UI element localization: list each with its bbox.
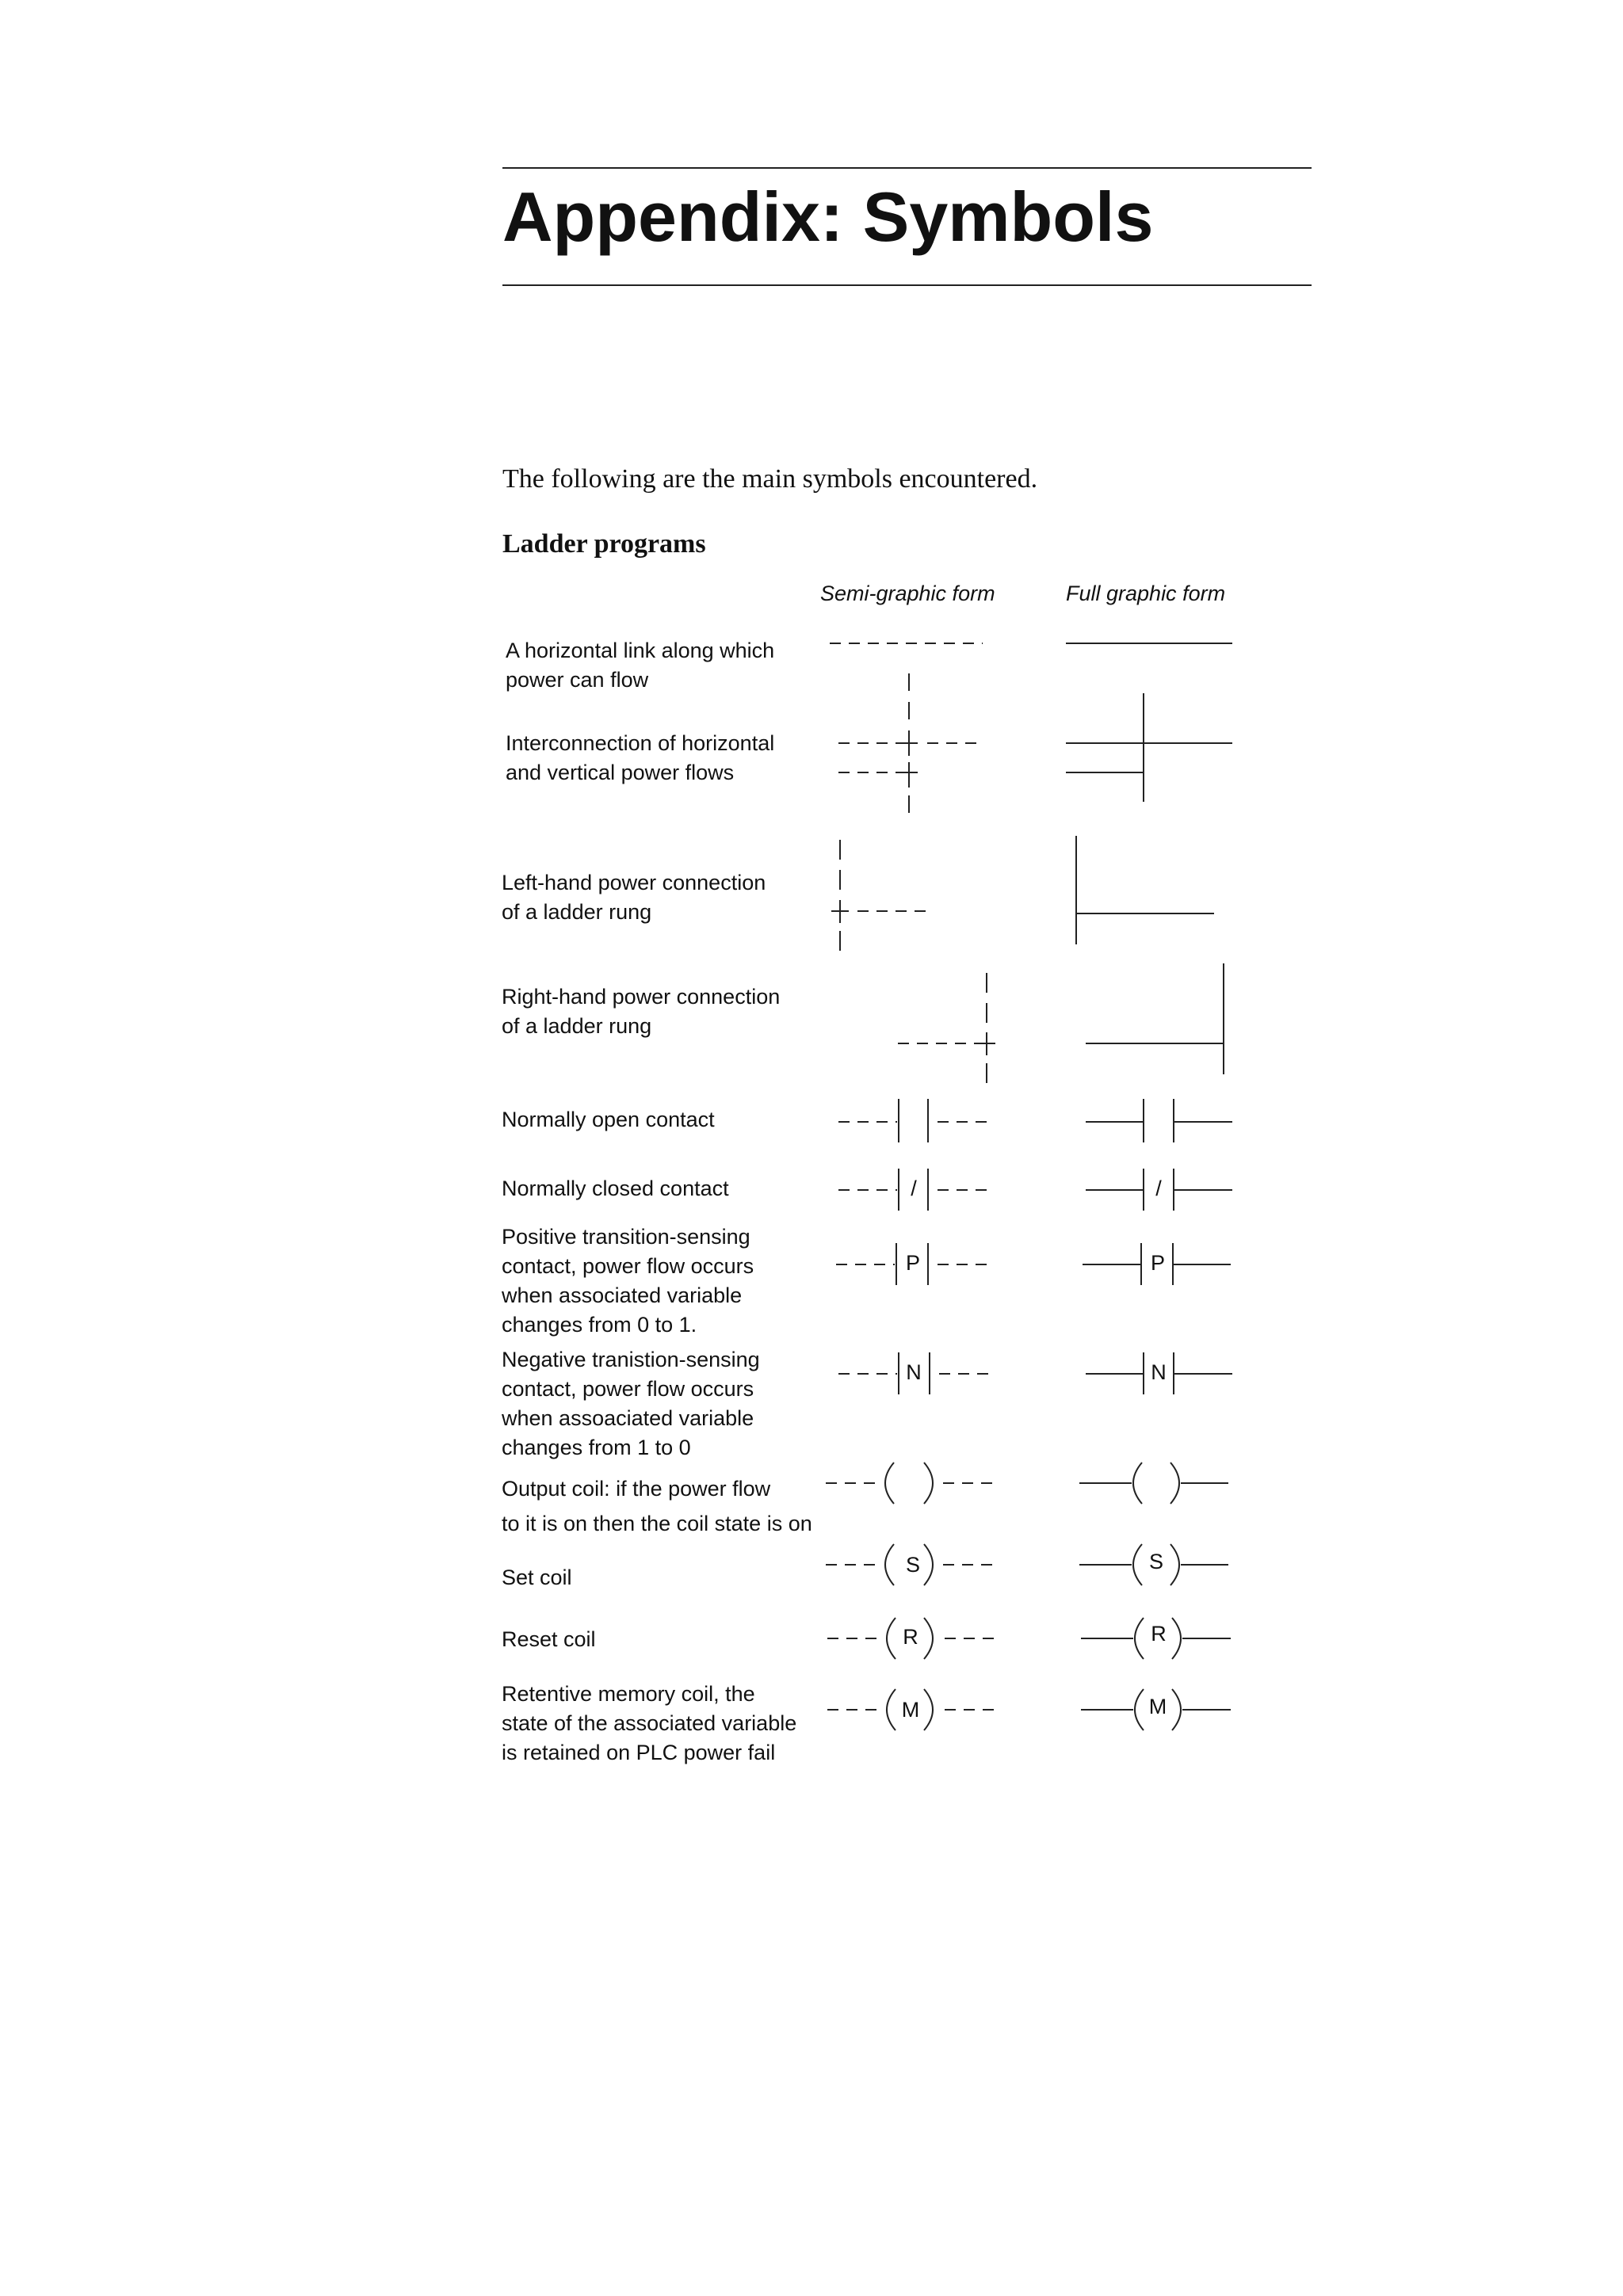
normally-open-contact-full-graphic-symbol	[1086, 1099, 1232, 1142]
description-line: is retained on PLC power fail	[502, 1741, 776, 1764]
description-line: Reset coil	[502, 1627, 596, 1651]
description-line: Right-hand power connection	[502, 985, 781, 1009]
description-line: Positive transition-sensing	[502, 1225, 750, 1249]
coil-glyph-label: M	[901, 1698, 920, 1722]
contact-glyph-label: N	[906, 1360, 922, 1385]
coil-glyph-label: R	[903, 1625, 918, 1650]
description-line: Set coil	[502, 1566, 572, 1589]
interconnection-semi-graphic-symbol	[838, 673, 983, 813]
description-line: changes from 0 to 1.	[502, 1313, 697, 1337]
top-rule	[502, 167, 1312, 169]
contact-glyph-label: N	[1151, 1360, 1167, 1385]
reset-coil-semi-graphic-symbol	[827, 1618, 996, 1659]
description-line: contact, power flow occurs	[502, 1254, 754, 1278]
contact-glyph-label: P	[1150, 1251, 1166, 1276]
description-line: to it is on then the coil state is on	[502, 1512, 812, 1535]
description-line: Left-hand power connection	[502, 871, 766, 894]
negative-transition-contact-full-graphic-symbol	[1086, 1352, 1232, 1394]
coil-glyph-label: M	[1148, 1695, 1167, 1719]
description-line: of a ladder rung	[502, 1014, 652, 1038]
description-line: when associated variable	[502, 1283, 743, 1307]
page-title: Appendix: Symbols	[502, 177, 1154, 256]
description-line: Normally open contact	[502, 1108, 715, 1131]
title-underline-rule	[502, 284, 1312, 286]
description-line: A horizontal link along which	[506, 639, 775, 662]
symbol-description-normally-closed-contact	[502, 1174, 729, 1203]
retentive-coil-full-graphic-symbol	[1081, 1689, 1231, 1730]
intro-paragraph: The following are the main symbols encountered.	[502, 464, 1038, 494]
description-line: Negative tranistion-sensing	[502, 1348, 760, 1371]
right-power-rail-semi-graphic-symbol	[898, 973, 995, 1083]
description-line: when assoaciated variable	[502, 1406, 754, 1430]
output-coil-full-graphic-symbol	[1079, 1463, 1228, 1504]
contact-glyph-label: /	[1155, 1177, 1162, 1201]
retentive-coil-semi-graphic-symbol	[827, 1689, 996, 1730]
positive-transition-contact-full-graphic-symbol	[1083, 1243, 1231, 1285]
description-line: and vertical power flows	[506, 761, 735, 784]
interconnection-full-graphic-symbol	[1066, 693, 1232, 802]
description-line: Interconnection of horizontal	[506, 731, 775, 755]
normally-open-contact-semi-graphic-symbol	[838, 1099, 989, 1142]
set-coil-full-graphic-symbol	[1079, 1544, 1228, 1585]
set-coil-semi-graphic-symbol	[826, 1544, 995, 1585]
symbol-description-set-coil	[502, 1563, 572, 1592]
negative-transition-contact-semi-graphic-symbol	[838, 1352, 989, 1394]
description-line: changes from 1 to 0	[502, 1436, 691, 1459]
symbol-description-retentive-coil	[502, 1680, 796, 1768]
description-line: state of the associated variable	[502, 1711, 797, 1735]
normally-closed-contact-semi-graphic-symbol	[838, 1169, 989, 1211]
output-coil-semi-graphic-symbol	[826, 1463, 995, 1504]
column-heading-semi-graphic: Semi-graphic form	[820, 582, 995, 605]
description-line: Retentive memory coil, the	[502, 1682, 755, 1706]
symbol-description-interconnection	[506, 729, 774, 788]
column-heading-full-graphic: Full graphic form	[1066, 582, 1226, 605]
symbol-description-normally-open-contact	[502, 1105, 715, 1135]
symbol-description-horizontal-link	[506, 636, 774, 695]
contact-glyph-label: /	[911, 1177, 917, 1201]
symbol-description-output-coil	[502, 1471, 812, 1541]
right-power-rail-full-graphic-symbol	[1086, 963, 1224, 1074]
coil-glyph-label: S	[1148, 1550, 1164, 1574]
positive-transition-contact-semi-graphic-symbol	[836, 1243, 987, 1285]
symbol-description-right-power-rail	[502, 982, 780, 1041]
symbol-description-left-power-rail	[502, 868, 766, 927]
coil-glyph-label: R	[1151, 1622, 1167, 1646]
section-heading: Ladder programs	[502, 529, 706, 559]
contact-glyph-label: P	[905, 1251, 921, 1276]
reset-coil-full-graphic-symbol	[1081, 1618, 1231, 1659]
description-line: Output coil: if the power flow	[502, 1477, 771, 1501]
description-line: contact, power flow occurs	[502, 1377, 754, 1401]
description-line: Normally closed contact	[502, 1177, 729, 1200]
symbol-description-reset-coil	[502, 1625, 596, 1654]
coil-glyph-label: S	[905, 1553, 921, 1577]
symbol-description-negative-transition-contact	[502, 1345, 760, 1463]
description-line: of a ladder rung	[502, 900, 652, 924]
left-power-rail-semi-graphic-symbol	[831, 840, 931, 951]
description-line: power can flow	[506, 668, 649, 692]
symbol-description-positive-transition-contact	[502, 1222, 754, 1340]
left-power-rail-full-graphic-symbol	[1076, 836, 1214, 944]
normally-closed-contact-full-graphic-symbol	[1086, 1169, 1232, 1211]
